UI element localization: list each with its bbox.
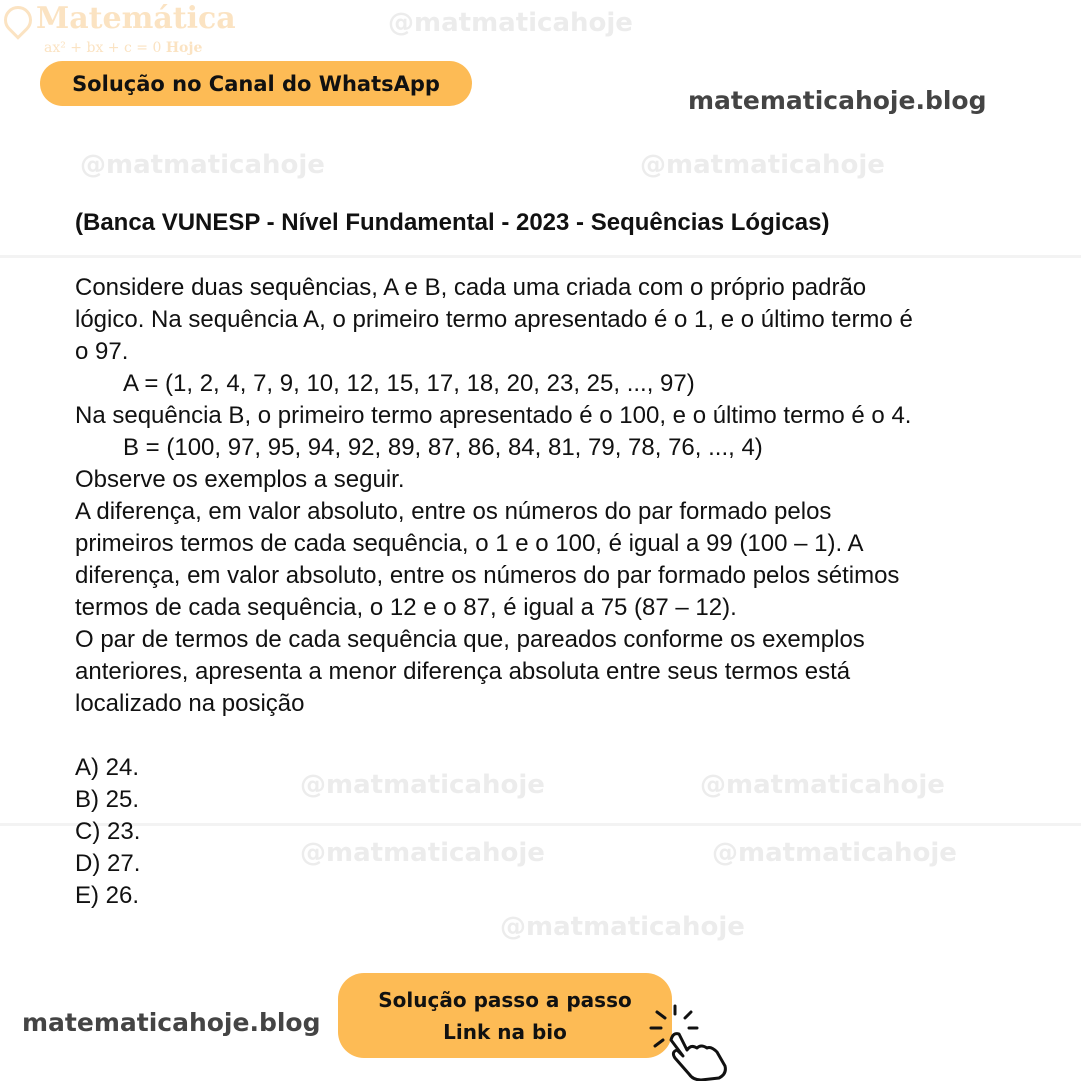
logo-subtitle [44,39,202,57]
question-title: (Banca VUNESP - Nível Fundamental - 2023 - Sequências Lógicas) [75,209,830,236]
question-line: localizado na posição [75,690,305,717]
question-line: anteriores, apresenta a menor diferença absoluta entre seus termos está [75,658,851,685]
option-d: D) 27. [75,850,141,877]
watermark: @matmaticahoje [388,8,633,38]
logo [4,1,236,58]
logo-hoje: Hoje [165,40,203,56]
logo-title: Matemática [36,1,236,36]
sequence-a: A = (1, 2, 4, 7, 9, 10, 12, 15, 17, 18, 20, 23, 25, ..., 97) [123,370,695,397]
logo-formula: ax² + bx + c = 0 [44,40,162,56]
divider [0,255,1081,258]
sequence-b: B = (100, 97, 95, 94, 92, 89, 87, 86, 84, 81, 79, 78, 76, ..., 4) [123,434,763,461]
watermark: @matmaticahoje [712,838,957,868]
site-url-top: matematicahoje.blog [688,86,987,115]
watermark: @matmaticahoje [300,838,545,868]
map-pin-icon [0,0,38,40]
question-line: Na sequência B, o primeiro termo apresentado é o 100, e o último termo é o 4. [75,402,912,429]
step-button-line2: Link na bio [443,1019,567,1044]
hand-pointer-icon [645,1000,730,1081]
option-e: E) 26. [75,882,140,909]
question-line: primeiros termos de cada sequência, o 1 e o 100, é igual a 99 (100 – 1). A [75,530,864,557]
option-b: B) 25. [75,786,140,813]
option-c: C) 23. [75,818,141,845]
question-line: o 97. [75,338,129,365]
watermark: @matmaticahoje [700,770,945,800]
step-by-step-solution-button[interactable] [338,973,672,1058]
question-line: Considere duas sequências, A e B, cada uma criada com o próprio padrão [75,274,867,301]
question-line: termos de cada sequência, o 12 e o 87, é igual a 75 (87 – 12). [75,594,737,621]
question-line: Observe os exemplos a seguir. [75,466,405,493]
question-line: lógico. Na sequência A, o primeiro termo apresentado é o 1, e o último termo é [75,306,913,333]
spacer [75,720,1035,752]
question-body [75,272,1035,912]
watermark: @matmaticahoje [300,770,545,800]
site-url-bottom: matematicahoje.blog [22,1008,321,1037]
watermark: @matmaticahoje [500,912,745,942]
question-line: diferença, em valor absoluto, entre os números do par formado pelos sétimos [75,562,900,589]
question-line: O par de termos de cada sequência que, pareados conforme os exemplos [75,626,865,653]
question-line: A diferença, em valor absoluto, entre os números do par formado pelos [75,498,832,525]
whatsapp-channel-button[interactable]: Solução no Canal do WhatsApp [40,61,472,106]
option-a: A) 24. [75,754,140,781]
step-button-line1: Solução passo a passo [378,987,632,1012]
watermark: @matmaticahoje [80,150,325,180]
watermark: @matmaticahoje [640,150,885,180]
